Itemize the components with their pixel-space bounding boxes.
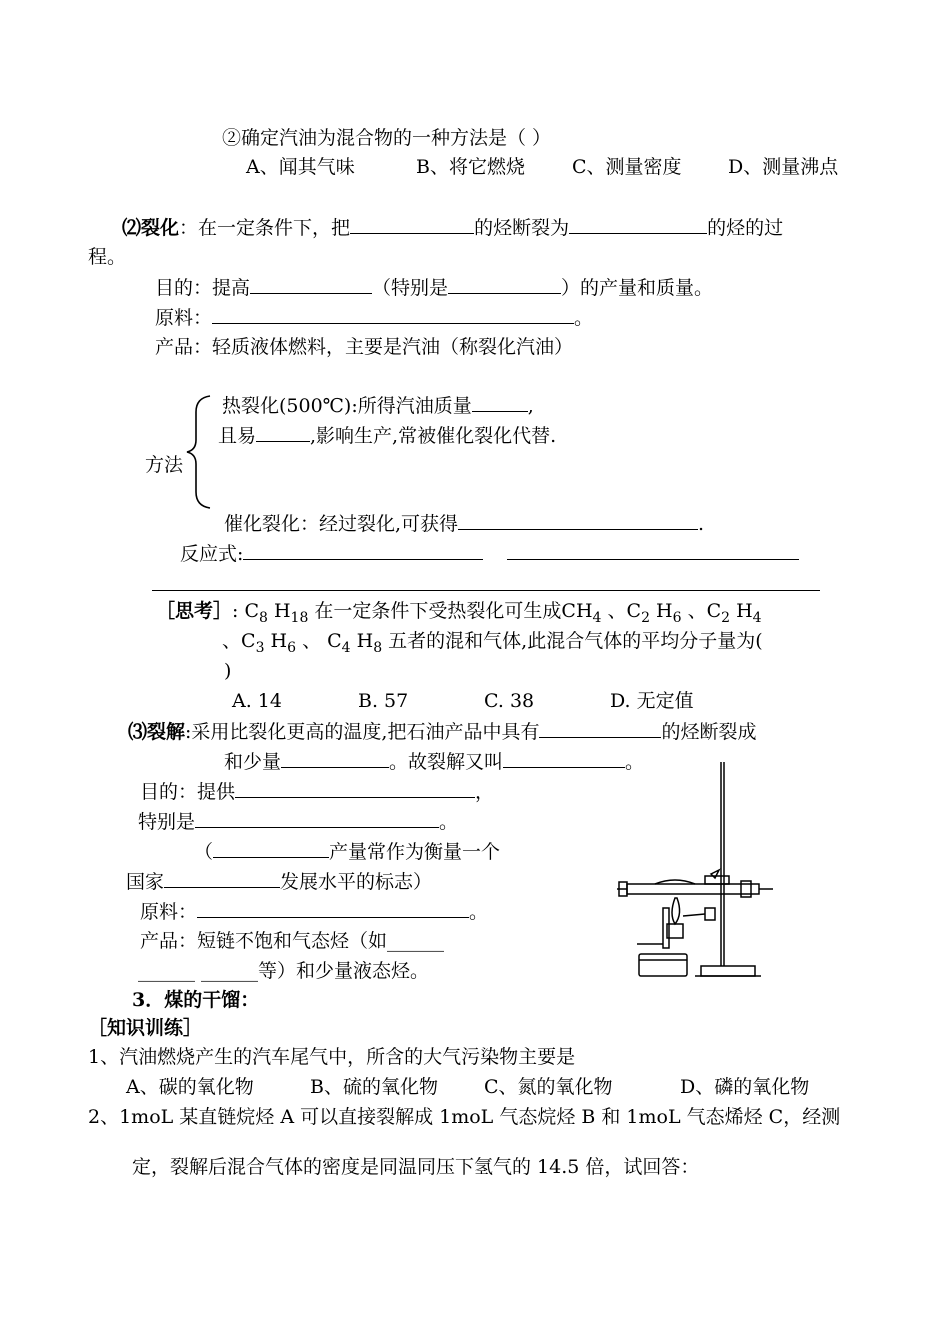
think-line-1: ［思考］: $C_8$ $H_{18}$ 在一定条件下受热裂化可生成$CH_4$ 、$C_2$ $H_6$ 、$C_2$ $H_4$: [156, 600, 762, 626]
blank-input[interactable]: [212, 305, 574, 324]
pyrolysis-title: 裂解: [147, 721, 186, 743]
option-c[interactable]: C、测量密度: [572, 156, 682, 178]
blank-input[interactable]: [243, 541, 483, 560]
option-a[interactable]: A、闻其气味: [246, 156, 355, 178]
q1-option-c[interactable]: C、氮的氧化物: [484, 1076, 613, 1098]
brace-icon: [184, 394, 214, 510]
thermal-cracking: 热裂化(500℃):所得汽油质量 ,: [222, 395, 534, 417]
cracking-purpose: 目的：提高 （特别是 ）的产量和质量。: [155, 277, 714, 299]
blank-input[interactable]: [539, 719, 661, 738]
pyrolysis-product: 产品：短链不饱和气态烃（如______: [140, 930, 445, 952]
blank-input[interactable]: [164, 869, 280, 888]
think-option-b[interactable]: B. 57: [358, 690, 409, 712]
think-label: ［思考］: [156, 600, 233, 622]
blank-input[interactable]: [503, 749, 625, 768]
blank-input[interactable]: [213, 839, 329, 858]
cracking-material: 原料： 。: [155, 307, 594, 329]
blank-input[interactable]: [458, 511, 698, 530]
coal-section-title: 3．煤的干馏：: [132, 989, 260, 1011]
blank-input[interactable]: [472, 393, 528, 412]
think-line-2: 、$C_3$ $H_6$ 、 $C_4$ $H_8$ 五者的混和气体,此混合气体的平均分子量为(: [222, 630, 763, 656]
method-question: ②确定汽油为混合物的一种方法是（ ）: [222, 127, 552, 149]
q1-option-d[interactable]: D、磷的氧化物: [680, 1076, 810, 1098]
blank-input[interactable]: [197, 899, 469, 918]
option-d[interactable]: D、测量沸点: [728, 156, 839, 178]
q1-option-a[interactable]: A、碳的氧化物: [126, 1076, 254, 1098]
think-option-c[interactable]: C. 38: [484, 690, 535, 712]
pyrolysis-definition: ⑶裂解:采用比裂化更高的温度,把石油产品中具有 的烃断裂成: [128, 721, 757, 743]
cracking-title: 裂化: [141, 217, 180, 239]
thermal-cracking-note: 且易 ,影响生产,常被催化裂化代替.: [218, 425, 557, 447]
pyrolysis-especially: 特别是 。: [138, 811, 459, 833]
training-q2-continued: 定，裂解后混合气体的密度是同温同压下氢气的 14.5 倍，试回答：: [132, 1156, 700, 1178]
pyrolysis-product-2: ______ ______等）和少量液态烃。: [138, 960, 430, 982]
blank-input[interactable]: [195, 809, 439, 828]
q1-option-b[interactable]: B、硫的氧化物: [310, 1076, 438, 1098]
blank-input[interactable]: [250, 275, 372, 294]
blank-input[interactable]: [350, 215, 474, 234]
cracking-product: 产品：轻质液体燃料，主要是汽油（称裂化汽油）: [155, 336, 574, 358]
pyrolysis-measure: （ 产量常作为衡量一个: [194, 841, 501, 863]
reaction-line[interactable]: [152, 590, 820, 591]
think-option-d[interactable]: D. 无定值: [610, 690, 694, 712]
pyrolysis-material: 原料： 。: [140, 901, 489, 923]
pyrolysis-country: 国家 发展水平的标志）: [126, 871, 433, 893]
cracking-apparatus-figure: [615, 758, 775, 984]
cracking-definition-end: 程。: [88, 246, 127, 268]
blank-input[interactable]: [235, 779, 475, 798]
catalytic-cracking: 催化裂化：经过裂化,可获得 .: [224, 513, 705, 535]
cracking-num: ⑵: [122, 217, 142, 239]
blank-input[interactable]: [448, 275, 561, 294]
method-label: 方法: [145, 454, 184, 476]
reaction-equation: 反应式:: [180, 541, 799, 566]
pyrolysis-purpose: 目的：提供 ，: [140, 781, 495, 803]
think-option-a[interactable]: A. 14: [232, 690, 282, 712]
training-q1: 1、汽油燃烧产生的汽车尾气中，所含的大气污染物主要是: [88, 1046, 576, 1068]
pyrolysis-definition-2: 和少量 。故裂解又叫 。: [224, 751, 645, 773]
think-line-3: ): [224, 660, 232, 682]
option-b[interactable]: B、将它燃烧: [416, 156, 525, 178]
blank-input[interactable]: [569, 215, 707, 234]
training-q2: 2、1moL 某直链烷烃 A 可以直接裂解成 1moL 气态烷烃 B 和 1moL 气态烯烃 C，经测: [88, 1106, 841, 1128]
cracking-definition: ⑵裂化：在一定条件下，把 的烃断裂为 的烃的过: [122, 217, 784, 239]
training-header: ［知识训练］: [88, 1017, 203, 1039]
blank-input[interactable]: [256, 423, 310, 442]
blank-input[interactable]: [281, 749, 389, 768]
blank-input[interactable]: [507, 541, 799, 560]
pyrolysis-num: ⑶: [128, 721, 148, 743]
